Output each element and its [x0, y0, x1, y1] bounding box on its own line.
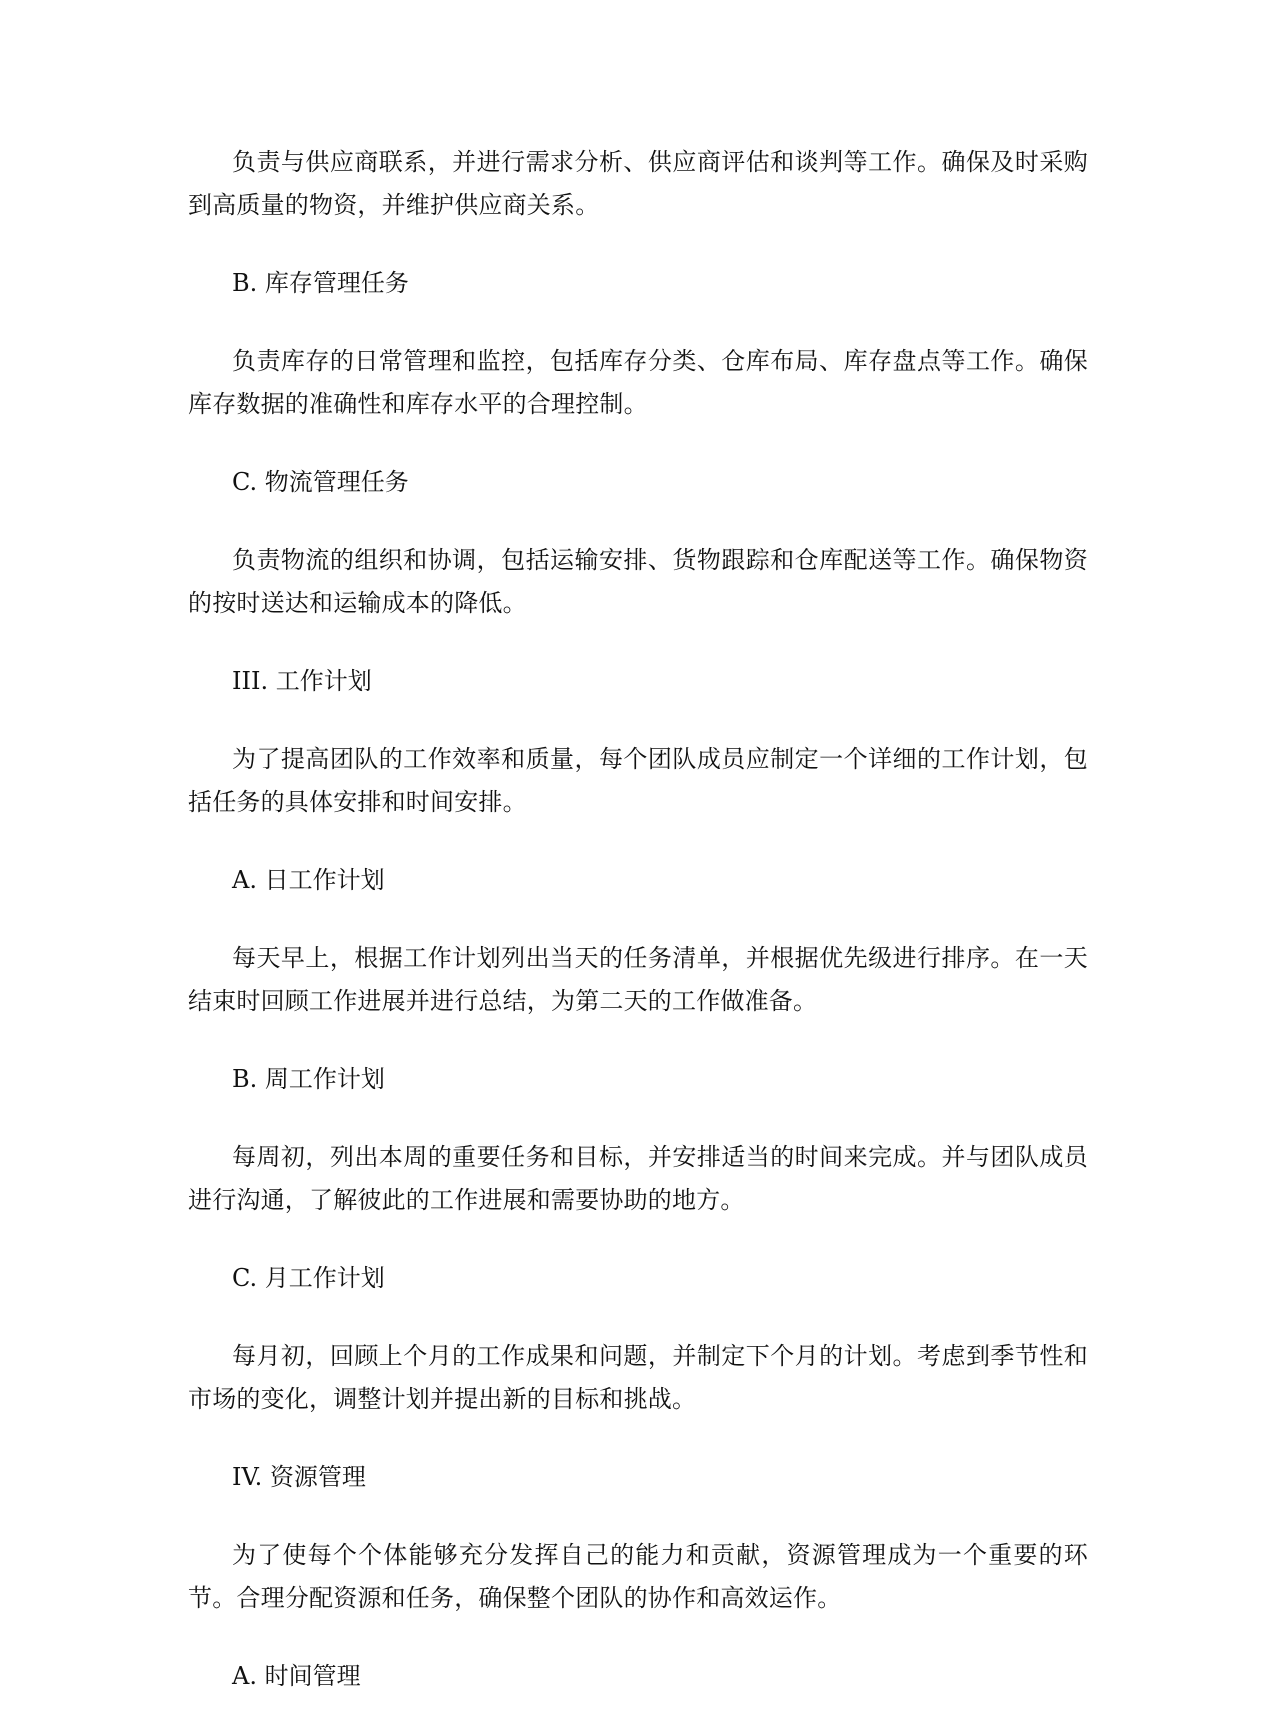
- heading-resource-management: IV. 资源管理: [232, 1463, 366, 1491]
- heading-time-management: A. 时间管理: [232, 1662, 361, 1690]
- paragraph-resource-management: 为了使每个个体能够充分发挥自己的能力和贡献，资源管理成为一个重要的环节。合理分配资源和任务，确保整个团队的协作和高效运作。: [188, 1541, 1088, 1612]
- heading-weekly-plan: B. 周工作计划: [232, 1065, 385, 1093]
- document-body: [188, 141, 1088, 1733]
- heading-logistics-tasks: C. 物流管理任务: [232, 468, 409, 496]
- paragraph-procurement-duties: 负责与供应商联系，并进行需求分析、供应商评估和谈判等工作。确保及时采购到高质量的物资，并维护供应商关系。: [188, 148, 1088, 219]
- heading-monthly-plan: C. 月工作计划: [232, 1264, 385, 1292]
- paragraph-monthly-plan: 每月初，回顾上个月的工作成果和问题，并制定下个月的计划。考虑到季节性和市场的变化，调整计划并提出新的目标和挑战。: [188, 1342, 1088, 1413]
- paragraph-logistics-duties: 负责物流的组织和协调，包括运输安排、货物跟踪和仓库配送等工作。确保物资的按时送达和运输成本的降低。: [188, 546, 1088, 617]
- paragraph-weekly-plan: 每周初，列出本周的重要任务和目标，并安排适当的时间来完成。并与团队成员进行沟通，了解彼此的工作进展和需要协助的地方。: [188, 1143, 1088, 1214]
- paragraph-daily-plan: 每天早上，根据工作计划列出当天的任务清单，并根据优先级进行排序。在一天结束时回顾工作进展并进行总结，为第二天的工作做准备。: [188, 944, 1088, 1015]
- paragraph-work-plan-intro: 为了提高团队的工作效率和质量，每个团队成员应制定一个详细的工作计划，包括任务的具体安排和时间安排。: [188, 745, 1088, 816]
- heading-inventory-tasks: B. 库存管理任务: [232, 269, 409, 297]
- heading-work-plan: III. 工作计划: [232, 667, 372, 695]
- heading-daily-plan: A. 日工作计划: [232, 866, 385, 894]
- paragraph-inventory-duties: 负责库存的日常管理和监控，包括库存分类、仓库布局、库存盘点等工作。确保库存数据的准确性和库存水平的合理控制。: [188, 347, 1088, 418]
